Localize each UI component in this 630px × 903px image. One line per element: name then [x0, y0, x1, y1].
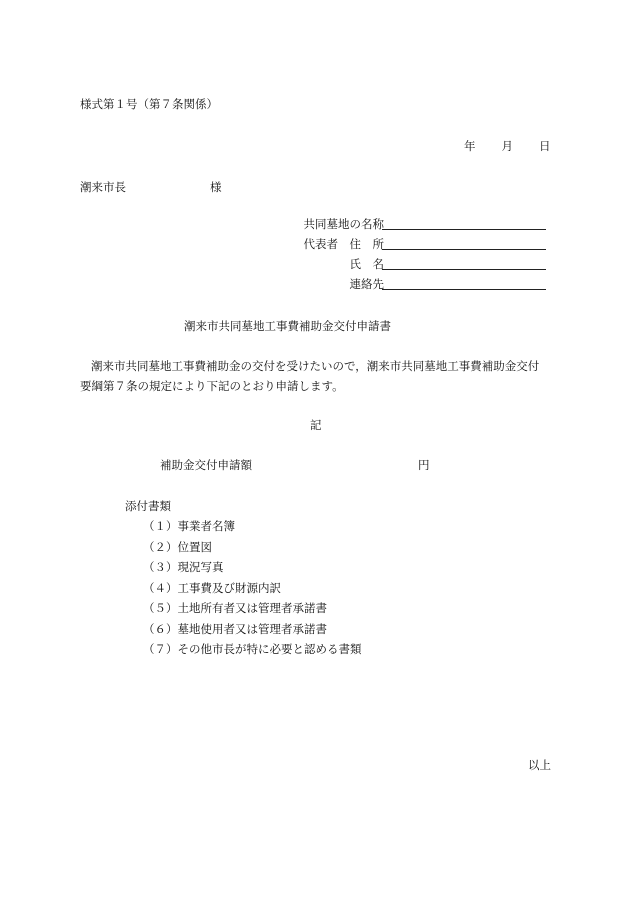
body-line-1: 潮来市共同墓地工事費補助金の交付を受けたいので，潮来市共同墓地工事費補助金交付 — [91, 359, 540, 373]
attachments-heading: 添付書類 — [125, 499, 171, 513]
applicant-row-address — [260, 236, 560, 254]
attachments-list — [143, 516, 362, 660]
date-month-label: 月 — [501, 139, 513, 153]
closing-text: 以上 — [528, 758, 551, 772]
recipient-name: 潮来市長 — [80, 180, 126, 194]
list-item: （２）位置図 — [143, 539, 212, 554]
applicant-label-contact: 連絡先 — [349, 277, 384, 291]
applicant-label-cemetery-name: 共同墓地の名称 — [303, 217, 384, 231]
list-item: （５）土地所有者又は管理者承諾書 — [143, 601, 327, 615]
amount-label: 補助金交付申請額 — [160, 458, 252, 472]
list-item: （３）現況写真 — [143, 560, 224, 574]
body-paragraph — [80, 356, 550, 396]
date-day-label: 日 — [539, 139, 551, 153]
recipient-honorific: 様 — [210, 180, 222, 194]
list-item: （１）事業者名簿 — [143, 519, 235, 533]
date-line — [464, 138, 551, 154]
form-number: 様式第１号（第７条関係） — [80, 97, 218, 111]
document-title: 潮来市共同墓地工事費補助金交付申請書 — [184, 319, 391, 333]
applicant-label-address: 代表者 住 所 — [303, 237, 384, 251]
list-item: （４）工事費及び財源内訳 — [143, 580, 281, 595]
applicant-label-name: 氏 名 — [349, 257, 384, 271]
applicant-row-name — [260, 256, 560, 274]
date-year-label: 年 — [464, 139, 476, 153]
recipient-line — [80, 179, 222, 195]
applicant-row-cemetery-name — [260, 216, 560, 234]
ki-heading: 記 — [310, 418, 322, 432]
address-field-line — [382, 249, 546, 250]
list-item: （６）墓地使用者又は管理者承諾書 — [143, 621, 327, 636]
cemetery-name-field-line — [382, 229, 546, 230]
contact-field-line — [382, 289, 546, 290]
body-line-2: 要綱第７条の規定により下記のとおり申請します。 — [80, 379, 344, 393]
amount-unit: 円 — [418, 458, 430, 472]
name-field-line — [382, 269, 546, 270]
list-item: （７）その他市長が特に必要と認める書類 — [143, 642, 362, 656]
applicant-row-contact — [260, 276, 560, 294]
